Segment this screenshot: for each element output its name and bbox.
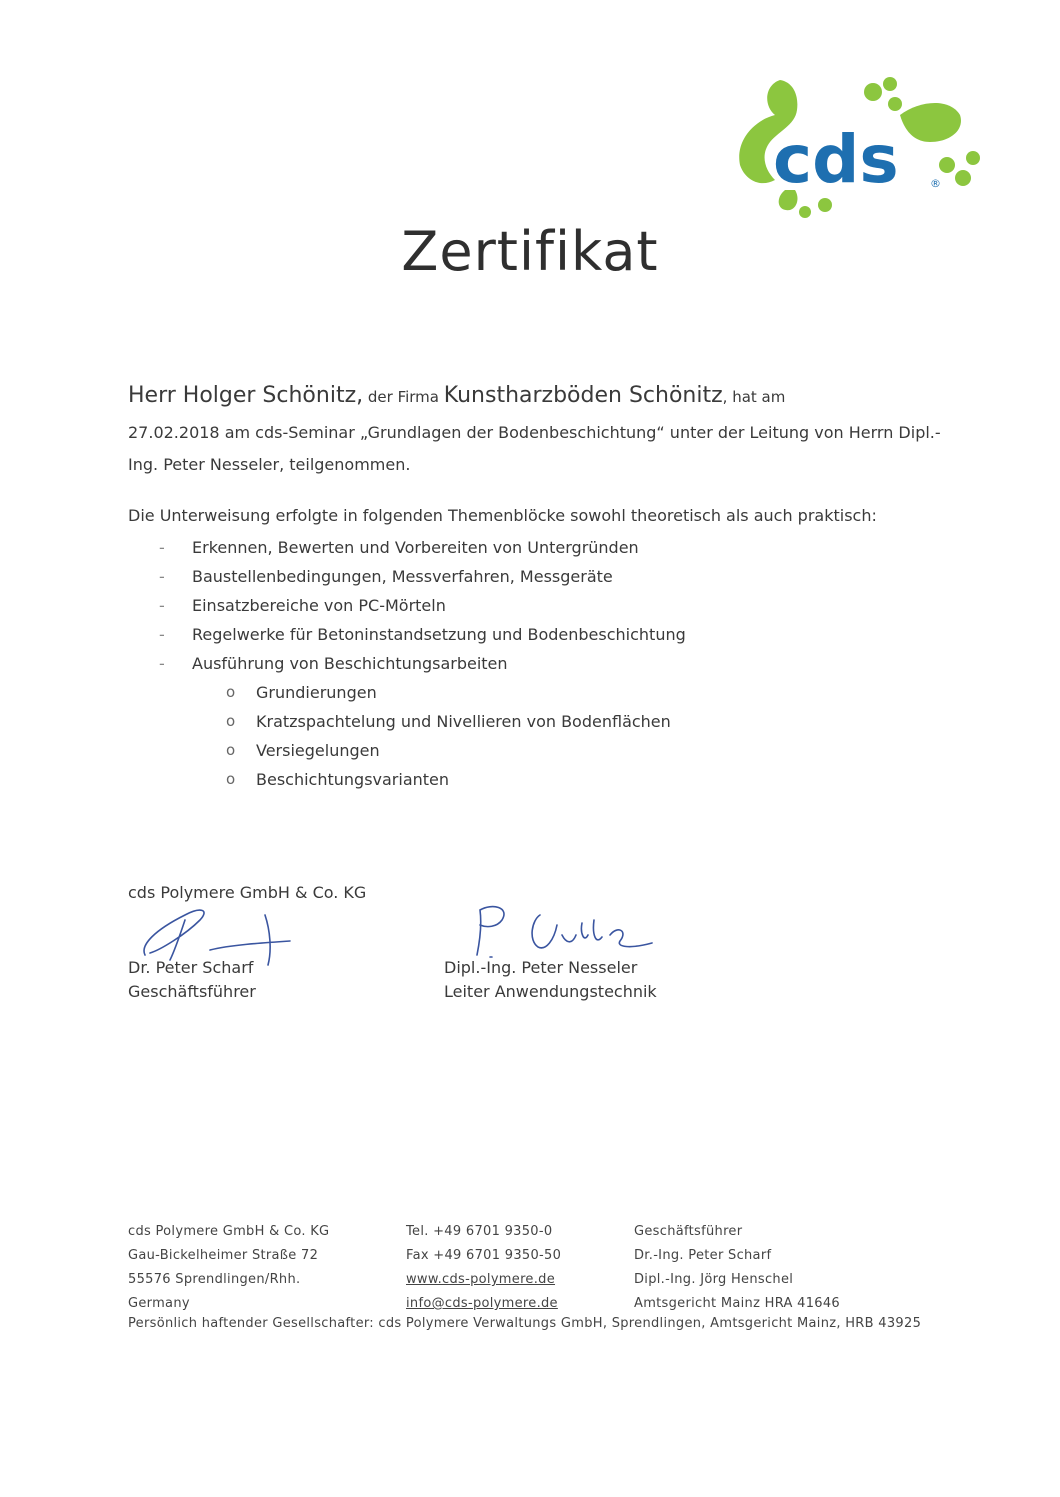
circle-bullet: o — [226, 683, 236, 701]
signer-name: Dipl.-Ing. Peter Nesseler — [444, 958, 638, 977]
page-title: Zertifikat — [401, 220, 659, 283]
email-link[interactable]: info@cds-polymere.de — [406, 1296, 558, 1311]
footer-contact — [406, 1220, 561, 1316]
firma-word: der Firma — [363, 388, 444, 406]
signer-role: Leiter Anwendungstechnik — [444, 982, 657, 1001]
participant-name: Herr Holger Schönitz, — [128, 383, 364, 408]
issuer-company: cds Polymere GmbH & Co. KG — [128, 883, 367, 902]
circle-bullet: o — [226, 712, 236, 730]
circle-bullet: o — [226, 741, 236, 759]
address-line: Germany — [128, 1296, 190, 1311]
address-line: 55576 Sprendlingen/Rhh. — [128, 1272, 301, 1287]
management-line: Dipl.-Ing. Jörg Henschel — [634, 1272, 794, 1287]
logo-text: cds — [773, 121, 899, 198]
management-line: Amtsgericht Mainz HRA 41646 — [634, 1296, 841, 1311]
legal-notice: Persönlich haftender Gesellschafter: cds Polymere Verwaltungs GmbH, Sprendlingen, Amtsgericht Mainz, HRB 43925 — [128, 1316, 922, 1331]
subtopic-text: Beschichtungsvarianten — [256, 770, 450, 789]
intro-paragraph — [128, 376, 948, 481]
signature-block-right — [444, 956, 657, 1004]
phone-number: Tel. +49 6701 9350-0 — [406, 1224, 553, 1239]
intro-suffix: , hat am — [722, 388, 786, 406]
circle-bullet: o — [226, 770, 236, 788]
signature-nesseler — [462, 895, 672, 965]
fax-number: Fax +49 6701 9350-50 — [406, 1248, 562, 1263]
dash-bullet: - — [159, 567, 165, 586]
footer-management — [634, 1220, 840, 1316]
signer-role: Geschäftsführer — [128, 982, 256, 1001]
participant-company: Kunstharzböden Schönitz — [443, 383, 723, 408]
registered-mark: ® — [930, 177, 941, 190]
dash-bullet: - — [159, 654, 165, 673]
management-line: Dr.-Ing. Peter Scharf — [634, 1248, 772, 1263]
management-line: Geschäftsführer — [634, 1224, 743, 1239]
address-line: Gau-Bickelheimer Straße 72 — [128, 1248, 319, 1263]
topic-text: Erkennen, Bewerten und Vorbereiten von Untergründen — [192, 538, 639, 557]
topic-text: Ausführung von Beschichtungsarbeiten — [192, 654, 508, 673]
dash-bullet: - — [159, 596, 165, 615]
footer-address — [128, 1220, 329, 1316]
subtopic-text: Kratzspachtelung und Nivellieren von Bodenflächen — [256, 712, 671, 731]
topic-text: Einsatzbereiche von PC-Mörteln — [192, 596, 446, 615]
topics-lead: Die Unterweisung erfolgte in folgenden Themenblöcke sowohl theoretisch als auch praktisch: — [128, 506, 877, 525]
intro-line-3: Ing. Peter Nesseler, teilgenommen. — [128, 455, 411, 474]
dash-bullet: - — [159, 625, 165, 644]
dash-bullet: - — [159, 538, 165, 557]
topic-text: Baustellenbedingungen, Messverfahren, Messgeräte — [192, 567, 613, 586]
subtopic-text: Grundierungen — [256, 683, 377, 702]
topic-text: Regelwerke für Betoninstandsetzung und Bodenbeschichtung — [192, 625, 686, 644]
address-line: cds Polymere GmbH & Co. KG — [128, 1224, 330, 1239]
signer-name: Dr. Peter Scharf — [128, 958, 254, 977]
intro-line-2: 27.02.2018 am cds-Seminar „Grundlagen der Bodenbeschichtung“ unter der Leitung von Herrn Dipl.- — [128, 423, 941, 442]
cds-logo — [725, 70, 985, 220]
subtopic-text: Versiegelungen — [256, 741, 380, 760]
signature-block-left — [128, 956, 256, 1004]
website-link[interactable]: www.cds-polymere.de — [406, 1272, 556, 1287]
